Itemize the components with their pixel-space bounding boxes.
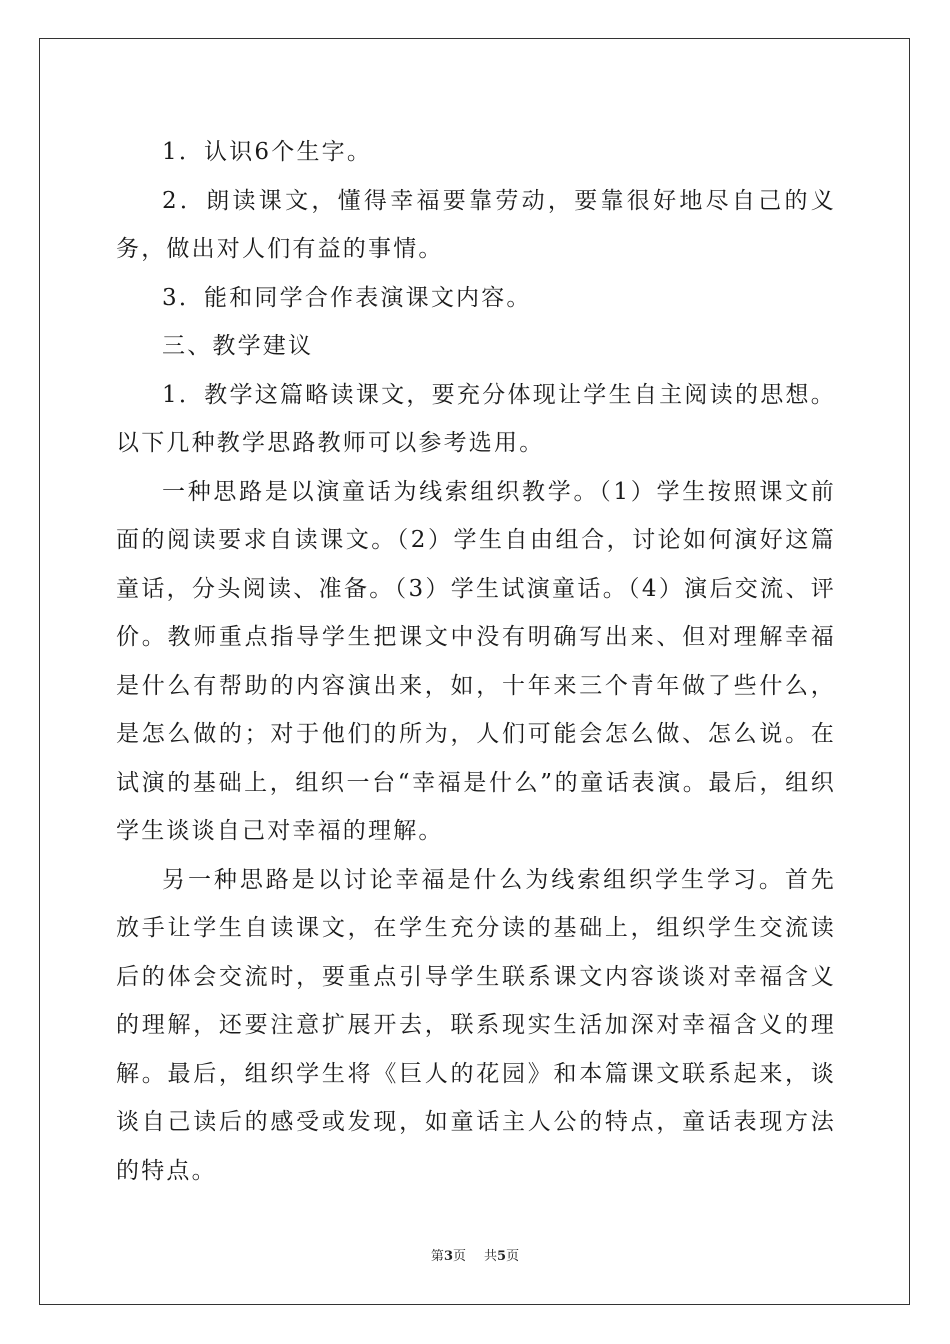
footer-page-prefix: 第 <box>430 1249 444 1264</box>
paragraph-approach-discussion: 另一种思路是以讨论幸福是什么为线索组织学生学习。首先放手让学生自读课文，在学生充分读的基础上，组织学生交流读后的体会交流时，要重点引导学生联系课文内容谈谈对幸福含义的理解，还要注意扩展开去，联系现实生活加深对幸福含义的理解。最后，组织学生将《巨人的花园》和本篇课文联系起来，谈谈自己读后的感受或发现，如童话主人公的特点，童话表现方法的特点。 <box>116 866 836 1184</box>
paragraph-objective-3: 3．能和同学合作表演课文内容。 <box>162 284 532 311</box>
footer-total-prefix: 共 <box>484 1249 498 1264</box>
footer-page-total: 5 <box>497 1249 507 1264</box>
section-heading-teaching-suggestions: 三、教学建议 <box>162 333 314 359</box>
footer-page-suffix: 页 <box>452 1249 466 1264</box>
page-footer <box>0 1248 950 1266</box>
paragraph-approach-drama: 一种思路是以演童话为线索组织教学。（1）学生按照课文前面的阅读要求自读课文。（2）学生自由组合，讨论如何演好这篇童话，分头阅读、准备。（3）学生试演童话。（4）演后交流、评价。教师重点指导学生把课文中没有明确写出来、但对理解幸福是什么有帮助的内容演出来，如，十年来三个青年做了些什么，是怎么做的；对于他们的所为，人们可能会怎么做、怎么说。在试演的基础上，组织一台“幸福是什么”的童话表演。最后，组织学生谈谈自己对幸福的理解。 <box>116 478 836 844</box>
document-body <box>116 128 836 1195</box>
paragraph-suggestion-1: 1．教学这篇略读课文，要充分体现让学生自主阅读的思想。以下几种教学思路教师可以参考选用。 <box>116 381 836 456</box>
footer-page-current: 3 <box>443 1249 453 1264</box>
paragraph-objective-2: 2．朗读课文，懂得幸福要靠劳动，要靠很好地尽自己的义务，做出对人们有益的事情。 <box>116 187 836 262</box>
footer-total-suffix: 页 <box>506 1249 520 1264</box>
paragraph-objective-1: 1．认识6个生字。 <box>162 139 373 165</box>
